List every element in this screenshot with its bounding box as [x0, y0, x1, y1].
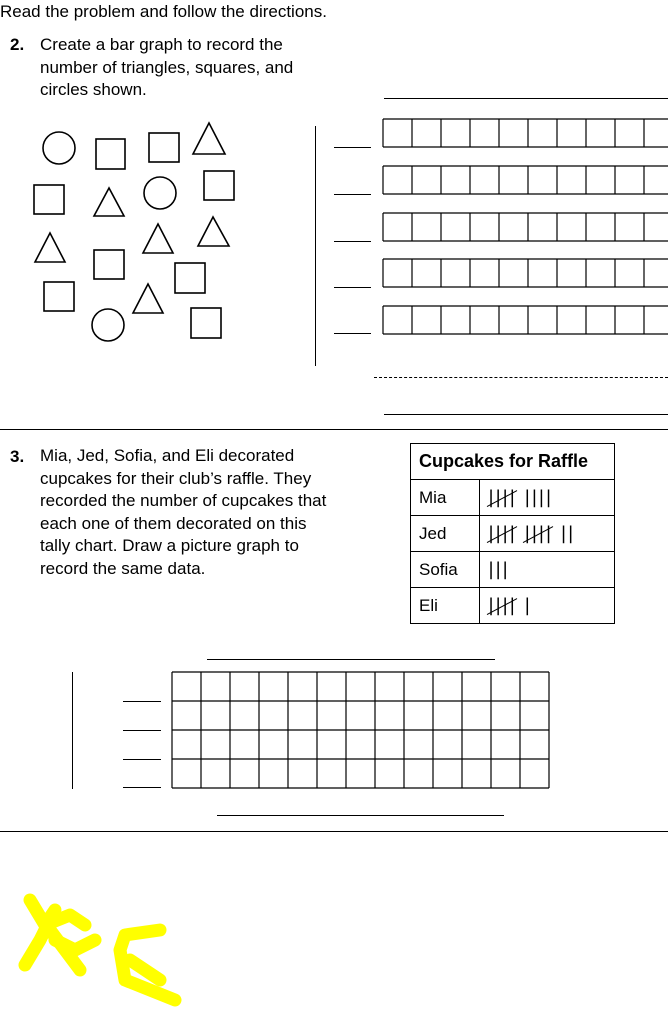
graph3-key-line[interactable]: [217, 815, 504, 816]
divider: [0, 831, 668, 832]
problem-2-number: 2.: [10, 35, 25, 54]
problem-2-line: circles shown.: [40, 80, 147, 99]
tally-group: ||||: [488, 523, 517, 544]
problem-3-line: Mia, Jed, Sofia, and Eli decorated: [40, 446, 295, 465]
tally-group: ||||: [524, 487, 553, 508]
problem-3-line: recorded the number of cupcakes that: [40, 491, 327, 510]
tally-name: Sofia: [411, 552, 480, 588]
tally-chart-title: Cupcakes for Raffle: [411, 444, 615, 480]
tally-name: Mia: [411, 480, 480, 516]
tally-name: Eli: [411, 588, 480, 624]
tally-group: |: [524, 595, 532, 616]
problem-3-number: 3.: [10, 447, 25, 466]
problem-3-line: record the same data.: [40, 558, 206, 578]
tally-group: |||: [488, 559, 510, 580]
yellow-scribble: [0, 880, 200, 1016]
problem-2-line: Create a bar graph to record the: [40, 35, 283, 54]
tally-group: ||||: [524, 523, 553, 544]
tally-group: ||: [560, 523, 575, 544]
problem-3-line: cupcakes for their club’s raffle. They: [40, 468, 312, 488]
instructions: Read the problem and follow the directions.: [0, 2, 327, 21]
problem-2-line: number of triangles, squares, and: [40, 57, 294, 77]
problem-3-line: each one of them decorated on this: [40, 513, 307, 533]
tally-name: Jed: [411, 516, 480, 552]
tally-group: ||||: [488, 487, 517, 508]
tally-group: ||||: [488, 595, 517, 616]
problem-3-line: tally chart. Draw a picture graph to: [40, 536, 299, 555]
